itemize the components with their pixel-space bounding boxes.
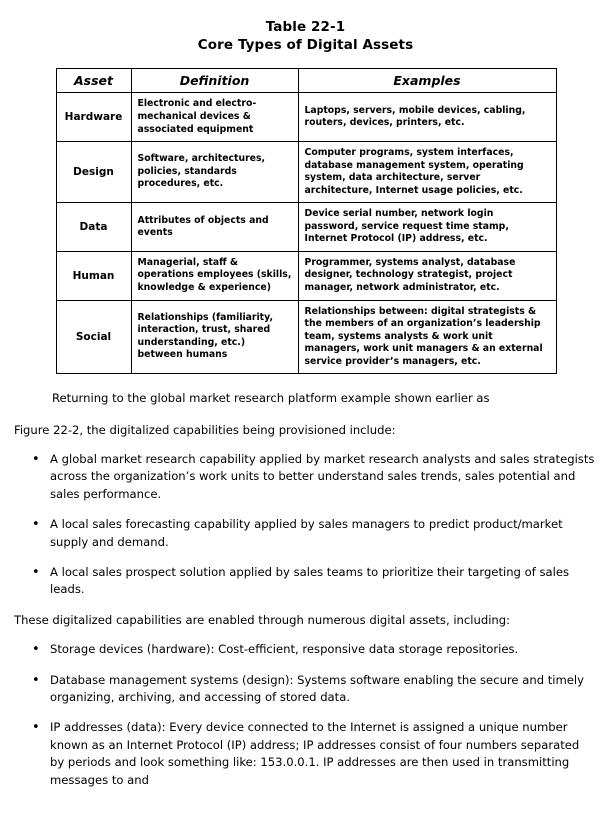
cell-examples: Programmer, systems analyst, database designer, technology strategist, project manager, network administrator, etc. [298,251,556,300]
cell-examples: Relationships between: digital strategists & the members of an organization’s leadership team, systems analysts & work unit managers, work unit managers & an external service provider’s managers, etc. [298,300,556,374]
cell-asset: Human [56,251,131,300]
capability-bullet-list [14,451,597,599]
asset-bullet-list [14,641,597,789]
digital-assets-table-wrapper [56,68,556,374]
cell-examples: Laptops, servers, mobile devices, cabling, routers, devices, printers, etc. [298,93,556,142]
paragraph-bridge: These digitalized capabilities are enabled through numerous digital assets, including: [14,612,511,627]
cell-examples: Computer programs, system interfaces, database management system, operating system, data architecture, server architecture, Internet usage policies, etc. [298,142,556,203]
cell-definition: Software, architectures, policies, standards procedures, etc. [131,142,298,203]
table-header-row [56,69,556,93]
cell-asset: Hardware [56,93,131,142]
table-title-line-2: Core Types of Digital Assets [197,37,414,54]
document-page [0,18,611,840]
paragraph-intro-line-2: Figure 22-2, the digitalized capabilities being provisioned include: [14,422,396,437]
list-item: • Database management systems (design): Systems software enabling the secure and timely organizing, archiving, and accessing of stored data. [14,672,597,707]
table-row [56,251,556,300]
list-item: • Storage devices (hardware): Cost-efficient, responsive data storage repositories. [14,641,597,658]
cell-asset: Data [56,203,131,252]
cell-definition: Relationships (familiarity, interaction, trust, shared understanding, etc.) between humans [131,300,298,374]
column-header-asset: Asset [56,69,131,93]
list-item: • IP addresses (data): Every device connected to the Internet is assigned a unique number known as an Internet Protocol (IP) address; IP addresses consist of four numbers separated by periods and look something like: 153.0.0.1. IP addresses are then used in transmitting messages to and [14,719,597,789]
column-header-definition: Definition [131,69,298,93]
cell-definition: Managerial, staff & operations employees (skills, knowledge & experience) [131,251,298,300]
list-item: • A global market research capability applied by market research analysts and sales strategists across the organization’s work units to better understand sales trends, sales potential and sales performance. [14,451,597,503]
table-row [56,142,556,203]
column-header-examples: Examples [298,69,556,93]
digital-assets-table [56,68,557,374]
list-item: • A local sales prospect solution applied by sales teams to prioritize their targeting of sales leads. [14,564,597,599]
table-row [56,300,556,374]
document-body [14,374,597,789]
cell-definition: Electronic and electro-mechanical devices & associated equipment [131,93,298,142]
table-title [0,18,611,54]
cell-examples: Device serial number, network login password, service request time stamp, Internet Protocol (IP) address, etc. [298,203,556,252]
paragraph-intro-line-1: Returning to the global market research platform example shown earlier as [52,391,490,406]
table-row [56,203,556,252]
table-row [56,93,556,142]
table-title-line-1: Table 22-1 [265,19,346,35]
cell-asset: Design [56,142,131,203]
cell-asset: Social [56,300,131,374]
cell-definition: Attributes of objects and events [131,203,298,252]
list-item: • A local sales forecasting capability applied by sales managers to predict product/market supply and demand. [14,516,597,551]
